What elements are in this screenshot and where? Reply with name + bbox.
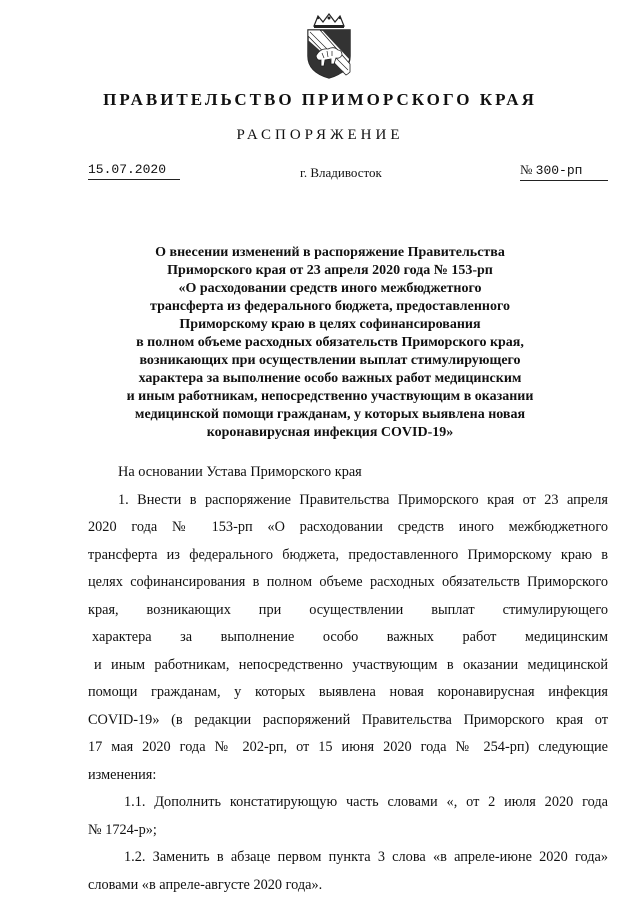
heading-line: Приморского края от 23 апреля 2020 года № 153-рп <box>167 263 493 278</box>
document-date: 15.07.2020 <box>88 162 180 180</box>
body-line: 17 мая 2020 года № 202-рп, от 15 июня 2020 года № 254-рп) следующие <box>88 739 608 755</box>
heading-line: возникающих при осуществлении выплат стимулирующего <box>139 353 521 368</box>
body-line: характера за выполнение особо важных работ медицинским <box>92 629 608 645</box>
body-line: трансферта из федерального бюджета, предоставленного Приморскому краю в <box>88 546 608 563</box>
body-line: изменения: <box>88 766 157 783</box>
coat-of-arms-icon <box>300 12 358 80</box>
body-line: COVID-19» (в редакции распоряжений Правительства Приморского края от <box>88 711 608 728</box>
body-line: 2020 года № 153-рп «О расходовании средств иного межбюджетного <box>88 519 608 535</box>
document-number <box>520 162 608 181</box>
body-line: 1.1. Дополнить констатирующую часть словами «, от 2 июля 2020 года <box>124 794 608 810</box>
number-value: 300-рп <box>535 163 583 178</box>
heading-line: Приморскому краю в целях софинансирования <box>179 317 481 332</box>
document-heading <box>110 244 550 442</box>
body-line: края, возникающих при осуществлении выплат стимулирующего <box>88 601 608 618</box>
heading-line: характера за выполнение особо важных работ медицинским <box>138 371 522 386</box>
heading-line: медицинской помощи гражданам, у которых выявлена новая <box>134 407 526 422</box>
body-line: 1. Внести в распоряжение Правительства Приморского края от 23 апреля <box>118 491 608 508</box>
heading-line: коронавирусная инфекция COVID-19» <box>206 425 454 440</box>
government-title: ПРАВИТЕЛЬСТВО ПРИМОРСКОГО КРАЯ <box>103 90 537 109</box>
body-line: словами «в апреле-августе 2020 года». <box>88 876 323 893</box>
heading-line: в полном объеме расходных обязательств Приморского края, <box>136 335 524 350</box>
heading-line: трансферта из федерального бюджета, предоставленного <box>150 299 510 314</box>
heading-line: «О расходовании средств иного межбюджетного <box>178 281 482 296</box>
document-body <box>88 459 608 899</box>
body-line: 1.2. Заменить в абзаце первом пункта 3 слова «в апреле-июне 2020 года» <box>124 849 608 865</box>
body-line: На основании Устава Приморского края <box>118 464 362 480</box>
number-sign: № <box>520 162 533 177</box>
body-line: и иным работникам, непосредственно участвующим в оказании медицинской <box>94 656 608 673</box>
heading-line: и иным работникам, непосредственно участвующим в оказании <box>126 389 534 404</box>
body-line: целях софинансирования в полном объеме расходных обязательств Приморского <box>88 574 608 590</box>
document-type: РАСПОРЯЖЕНИЕ <box>236 127 404 143</box>
body-line: помощи гражданам, у которых выявлена новая коронавирусная инфекция <box>88 684 608 700</box>
body-line: № 1724-р»; <box>88 821 157 838</box>
heading-line: О внесении изменений в распоряжение Правительства <box>155 245 505 260</box>
document-city: г. Владивосток <box>300 165 382 180</box>
